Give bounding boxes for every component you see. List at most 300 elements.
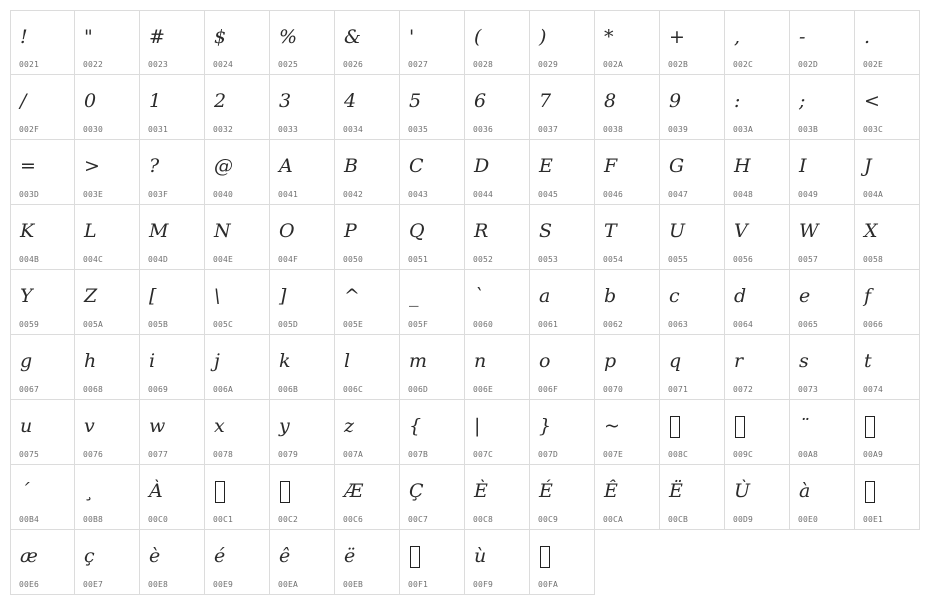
glyph-code-label: 003D (19, 190, 40, 199)
glyph-code-label: 0053 (538, 255, 559, 264)
glyph-sample: ^ (344, 285, 360, 307)
glyph-sample: Æ (344, 480, 364, 502)
glyph-code-label: 0056 (733, 255, 754, 264)
glyph-sample: 5 (409, 90, 422, 112)
glyph-cell (530, 530, 595, 595)
glyph-cell (465, 140, 530, 205)
glyph-sample: , (734, 26, 741, 48)
glyph-sample: & (344, 26, 361, 48)
glyph-code-label: 00EB (343, 580, 364, 589)
glyph-sample: ¸ (84, 480, 94, 502)
glyph-cell (400, 75, 465, 140)
glyph-code-label: 009C (733, 450, 754, 459)
glyph-sample: æ (20, 545, 38, 567)
glyph-code-label: 004F (278, 255, 299, 264)
glyph-cell (725, 75, 790, 140)
glyph-cell (790, 465, 855, 530)
glyph-cell (205, 335, 270, 400)
glyph-code-label: 0035 (408, 125, 429, 134)
glyph-cell (855, 465, 920, 530)
glyph-cell (530, 335, 595, 400)
glyph-grid (10, 10, 920, 595)
glyph-sample: ~ (604, 415, 620, 437)
glyph-sample: X (864, 220, 878, 242)
glyph-sample: Z (84, 285, 98, 307)
glyph-sample: K (20, 220, 35, 242)
glyph-cell (140, 270, 205, 335)
glyph-sample: * (604, 26, 614, 48)
glyph-code-label: 007C (473, 450, 494, 459)
glyph-code-label: 0034 (343, 125, 364, 134)
glyph-cell (140, 140, 205, 205)
glyph-cell (465, 205, 530, 270)
glyph-cell (75, 10, 140, 75)
glyph-code-label: 0047 (668, 190, 689, 199)
glyph-sample: t (864, 350, 872, 372)
glyph-cell (335, 10, 400, 75)
glyph-code-label: 0023 (148, 60, 169, 69)
glyph-sample: s (799, 350, 809, 372)
glyph-code-label: 0029 (538, 60, 559, 69)
glyph-cell (855, 270, 920, 335)
glyph-cell (140, 400, 205, 465)
glyph-sample: ë (344, 545, 356, 567)
glyph-sample: ! (20, 26, 28, 48)
glyph-code-label: 003A (733, 125, 754, 134)
glyph-cell (790, 335, 855, 400)
glyph-cell (205, 270, 270, 335)
glyph-sample: b (604, 285, 617, 307)
glyph-cell (270, 205, 335, 270)
glyph-cell (660, 10, 725, 75)
glyph-sample: / (20, 90, 27, 112)
glyph-cell (595, 270, 660, 335)
glyph-cell (205, 75, 270, 140)
glyph-sample: z (344, 415, 355, 437)
glyph-cell (400, 400, 465, 465)
glyph-sample: D (474, 155, 490, 177)
glyph-sample: ( (474, 26, 482, 48)
glyph-cell (205, 465, 270, 530)
glyph-sample: ç (84, 545, 95, 567)
glyph-cell (855, 140, 920, 205)
glyph-sample: j (214, 350, 220, 372)
glyph-cell (335, 75, 400, 140)
glyph-code-label: 00CA (603, 515, 624, 524)
glyph-sample: : (734, 90, 741, 112)
glyph-sample: } (539, 415, 552, 437)
glyph-code-label: 004A (863, 190, 884, 199)
glyph-code-label: 00CB (668, 515, 689, 524)
glyph-code-label: 002C (733, 60, 754, 69)
glyph-cell (400, 10, 465, 75)
glyph-cell (140, 465, 205, 530)
glyph-sample: 9 (669, 90, 682, 112)
glyph-code-label: 0040 (213, 190, 234, 199)
glyph-cell (270, 335, 335, 400)
glyph-sample: F (604, 155, 618, 177)
glyph-sample: ù (474, 545, 487, 567)
glyph-sample: - (799, 26, 806, 48)
glyph-cell (10, 140, 75, 205)
glyph-code-label: 0024 (213, 60, 234, 69)
glyph-sample: Ê (604, 480, 618, 502)
glyph-cell (660, 465, 725, 530)
glyph-cell (270, 465, 335, 530)
glyph-sample: J (864, 155, 872, 177)
glyph-code-label: 008C (668, 450, 689, 459)
glyph-cell (530, 400, 595, 465)
glyph-code-label: 004E (213, 255, 234, 264)
glyph-cell (400, 465, 465, 530)
glyph-cell (465, 530, 530, 595)
glyph-code-label: 00B8 (83, 515, 104, 524)
glyph-sample: + (669, 26, 685, 48)
glyph-code-label: 0072 (733, 385, 754, 394)
glyph-code-label: 0033 (278, 125, 299, 134)
glyph-sample: 1 (149, 90, 162, 112)
glyph-code-label: 007D (538, 450, 559, 459)
glyph-cell (10, 400, 75, 465)
glyph-sample: A (279, 155, 293, 177)
glyph-sample: \ (214, 285, 221, 307)
glyph-sample: _ (409, 285, 419, 307)
glyph-cell (855, 75, 920, 140)
glyph-code-label: 006C (343, 385, 364, 394)
glyph-sample: Ù (734, 480, 751, 502)
glyph-code-label: 00D9 (733, 515, 754, 524)
missing-glyph-box (280, 481, 290, 503)
glyph-code-label: 0054 (603, 255, 624, 264)
glyph-cell (10, 75, 75, 140)
glyph-code-label: 0030 (83, 125, 104, 134)
glyph-cell (400, 140, 465, 205)
glyph-code-label: 0060 (473, 320, 494, 329)
glyph-cell (75, 465, 140, 530)
glyph-code-label: 003E (83, 190, 104, 199)
glyph-code-label: 0037 (538, 125, 559, 134)
glyph-cell (75, 205, 140, 270)
glyph-code-label: 0064 (733, 320, 754, 329)
glyph-sample: C (409, 155, 424, 177)
glyph-cell (75, 75, 140, 140)
glyph-code-label: 0042 (343, 190, 364, 199)
glyph-code-label: 0022 (83, 60, 104, 69)
glyph-code-label: 00F9 (473, 580, 494, 589)
glyph-code-label: 0048 (733, 190, 754, 199)
glyph-cell (465, 75, 530, 140)
glyph-code-label: 005F (408, 320, 429, 329)
glyph-cell (140, 75, 205, 140)
glyph-cell (400, 205, 465, 270)
glyph-cell (335, 400, 400, 465)
glyph-code-label: 0065 (798, 320, 819, 329)
glyph-cell (270, 400, 335, 465)
glyph-code-label: 0038 (603, 125, 624, 134)
glyph-cell (595, 335, 660, 400)
glyph-code-label: 00A9 (863, 450, 884, 459)
glyph-sample: 4 (344, 90, 357, 112)
glyph-code-label: 00E6 (19, 580, 40, 589)
glyph-code-label: 005D (278, 320, 299, 329)
glyph-sample: $ (214, 26, 227, 48)
glyph-sample: m (409, 350, 428, 372)
glyph-sample: Q (409, 220, 425, 242)
glyph-sample: | (474, 415, 481, 437)
glyph-sample: M (149, 220, 169, 242)
missing-glyph-box (735, 416, 745, 438)
glyph-sample: c (669, 285, 680, 307)
glyph-code-label: 0032 (213, 125, 234, 134)
glyph-code-label: 0066 (863, 320, 884, 329)
glyph-cell (270, 75, 335, 140)
glyph-code-label: 0031 (148, 125, 169, 134)
glyph-cell (10, 465, 75, 530)
glyph-code-label: 0039 (668, 125, 689, 134)
glyph-cell (660, 75, 725, 140)
glyph-code-label: 0076 (83, 450, 104, 459)
glyph-code-label: 006D (408, 385, 429, 394)
glyph-sample: 8 (604, 90, 617, 112)
glyph-code-label: 0036 (473, 125, 494, 134)
missing-glyph-box (865, 481, 875, 503)
glyph-code-label: 002A (603, 60, 624, 69)
glyph-cell (10, 530, 75, 595)
glyph-code-label: 005A (83, 320, 104, 329)
glyph-cell (595, 205, 660, 270)
glyph-sample: w (149, 415, 166, 437)
missing-glyph-box (865, 416, 875, 438)
glyph-sample: { (409, 415, 422, 437)
glyph-code-label: 0027 (408, 60, 429, 69)
glyph-sample: 6 (474, 90, 487, 112)
glyph-sample: S (539, 220, 553, 242)
glyph-sample: U (669, 220, 686, 242)
glyph-code-label: 0050 (343, 255, 364, 264)
glyph-code-label: 0046 (603, 190, 624, 199)
glyph-cell (660, 335, 725, 400)
glyph-sample: ` (474, 285, 484, 307)
glyph-code-label: 00C1 (213, 515, 234, 524)
glyph-code-label: 00C6 (343, 515, 364, 524)
glyph-code-label: 0059 (19, 320, 40, 329)
glyph-code-label: 00C0 (148, 515, 169, 524)
glyph-cell (335, 530, 400, 595)
glyph-cell (205, 10, 270, 75)
glyph-sample: u (20, 415, 33, 437)
glyph-cell (465, 10, 530, 75)
glyph-cell (140, 335, 205, 400)
glyph-cell (725, 140, 790, 205)
glyph-code-label: 0063 (668, 320, 689, 329)
glyph-sample: Y (20, 285, 33, 307)
glyph-sample: q (669, 350, 682, 372)
glyph-sample: o (539, 350, 551, 372)
glyph-sample: G (669, 155, 685, 177)
glyph-sample: ê (279, 545, 291, 567)
glyph-sample: É (539, 480, 553, 502)
glyph-sample: Ç (409, 480, 424, 502)
glyph-code-label: 004D (148, 255, 169, 264)
glyph-sample: 7 (539, 90, 552, 112)
glyph-cell (465, 335, 530, 400)
glyph-code-label: 0051 (408, 255, 429, 264)
glyph-code-label: 004B (19, 255, 40, 264)
glyph-cell (270, 530, 335, 595)
glyph-cell (75, 400, 140, 465)
glyph-sample: [ (149, 285, 157, 307)
glyph-code-label: 002B (668, 60, 689, 69)
glyph-sample: < (864, 90, 880, 112)
glyph-cell (660, 205, 725, 270)
glyph-code-label: 00C9 (538, 515, 559, 524)
glyph-cell (335, 140, 400, 205)
glyph-sample: B (344, 155, 358, 177)
glyph-sample: @ (214, 155, 233, 177)
missing-glyph-box (215, 481, 225, 503)
glyph-sample: ] (279, 285, 287, 307)
glyph-sample: ; (799, 90, 806, 112)
missing-glyph-box (540, 546, 550, 568)
glyph-code-label: 0057 (798, 255, 819, 264)
glyph-code-label: 00E8 (148, 580, 169, 589)
glyph-sample: e (799, 285, 811, 307)
glyph-cell (335, 335, 400, 400)
glyph-code-label: 00C7 (408, 515, 429, 524)
glyph-code-label: 0025 (278, 60, 299, 69)
glyph-sample: T (604, 220, 617, 242)
glyph-cell (205, 140, 270, 205)
glyph-sample: E (539, 155, 553, 177)
glyph-cell (855, 205, 920, 270)
glyph-sample: L (84, 220, 97, 242)
glyph-cell (205, 530, 270, 595)
glyph-code-label: 003C (863, 125, 884, 134)
glyph-code-label: 0069 (148, 385, 169, 394)
glyph-cell (140, 205, 205, 270)
glyph-cell (75, 270, 140, 335)
glyph-cell (595, 400, 660, 465)
glyph-cell (75, 335, 140, 400)
glyph-code-label: 0045 (538, 190, 559, 199)
glyph-code-label: 0058 (863, 255, 884, 264)
glyph-sample: 0 (84, 90, 97, 112)
glyph-cell (725, 335, 790, 400)
glyph-code-label: 00A8 (798, 450, 819, 459)
glyph-sample: ' (409, 26, 415, 48)
glyph-sample: ´ (20, 480, 30, 502)
glyph-sample: % (279, 26, 298, 48)
glyph-cell (725, 465, 790, 530)
glyph-sample: à (799, 480, 811, 502)
glyph-cell (790, 10, 855, 75)
glyph-code-label: 00B4 (19, 515, 40, 524)
glyph-code-label: 00E7 (83, 580, 104, 589)
glyph-code-label: 003B (798, 125, 819, 134)
glyph-code-label: 0028 (473, 60, 494, 69)
glyph-sample: W (799, 220, 819, 242)
glyph-sample: P (344, 220, 357, 242)
glyph-code-label: 0071 (668, 385, 689, 394)
glyph-sample: O (279, 220, 295, 242)
glyph-code-label: 0067 (19, 385, 40, 394)
glyph-cell (790, 400, 855, 465)
glyph-code-label: 0044 (473, 190, 494, 199)
glyph-sample: = (20, 155, 36, 177)
glyph-sample: . (864, 26, 871, 48)
glyph-sample: # (149, 26, 165, 48)
glyph-sample: a (539, 285, 551, 307)
glyph-cell (205, 400, 270, 465)
glyph-cell (855, 335, 920, 400)
glyph-cell (530, 10, 595, 75)
glyph-cell (465, 270, 530, 335)
glyph-cell (10, 270, 75, 335)
glyph-code-label: 0041 (278, 190, 299, 199)
glyph-cell (530, 465, 595, 530)
glyph-code-label: 005B (148, 320, 169, 329)
glyph-sample: ? (149, 155, 160, 177)
glyph-sample: n (474, 350, 487, 372)
glyph-sample: é (214, 545, 226, 567)
glyph-code-label: 00F1 (408, 580, 429, 589)
glyph-code-label: 0075 (19, 450, 40, 459)
glyph-code-label: 007E (603, 450, 624, 459)
glyph-cell (595, 465, 660, 530)
glyph-cell (465, 400, 530, 465)
glyph-cell (790, 205, 855, 270)
glyph-code-label: 00FA (538, 580, 559, 589)
glyph-code-label: 0052 (473, 255, 494, 264)
glyph-sample: k (279, 350, 291, 372)
glyph-code-label: 005C (213, 320, 234, 329)
glyph-sample: l (344, 350, 351, 372)
glyph-sample: x (214, 415, 225, 437)
glyph-cell (75, 140, 140, 205)
glyph-code-label: 002D (798, 60, 819, 69)
glyph-sample: > (84, 155, 100, 177)
glyph-cell (855, 10, 920, 75)
glyph-sample: È (474, 480, 488, 502)
glyph-code-label: 006F (538, 385, 559, 394)
glyph-code-label: 0055 (668, 255, 689, 264)
missing-glyph-box (670, 416, 680, 438)
glyph-code-label: 0068 (83, 385, 104, 394)
glyph-code-label: 0074 (863, 385, 884, 394)
glyph-code-label: 00E1 (863, 515, 884, 524)
glyph-code-label: 003F (148, 190, 169, 199)
glyph-cell (335, 465, 400, 530)
glyph-sample: f (864, 285, 872, 307)
glyph-cell (400, 335, 465, 400)
glyph-sample: ¨ (799, 415, 809, 437)
glyph-sample: R (474, 220, 489, 242)
glyph-code-label: 002F (19, 125, 40, 134)
glyph-sample: 3 (279, 90, 292, 112)
glyph-sample: d (734, 285, 747, 307)
glyph-cell (205, 205, 270, 270)
glyph-sample: N (214, 220, 231, 242)
glyph-sample: I (799, 155, 807, 177)
glyph-code-label: 004C (83, 255, 104, 264)
glyph-cell (660, 140, 725, 205)
glyph-code-label: 002E (863, 60, 884, 69)
glyph-code-label: 00EA (278, 580, 299, 589)
glyph-sample: H (734, 155, 751, 177)
glyph-cell (595, 140, 660, 205)
glyph-cell (400, 530, 465, 595)
glyph-code-label: 007B (408, 450, 429, 459)
